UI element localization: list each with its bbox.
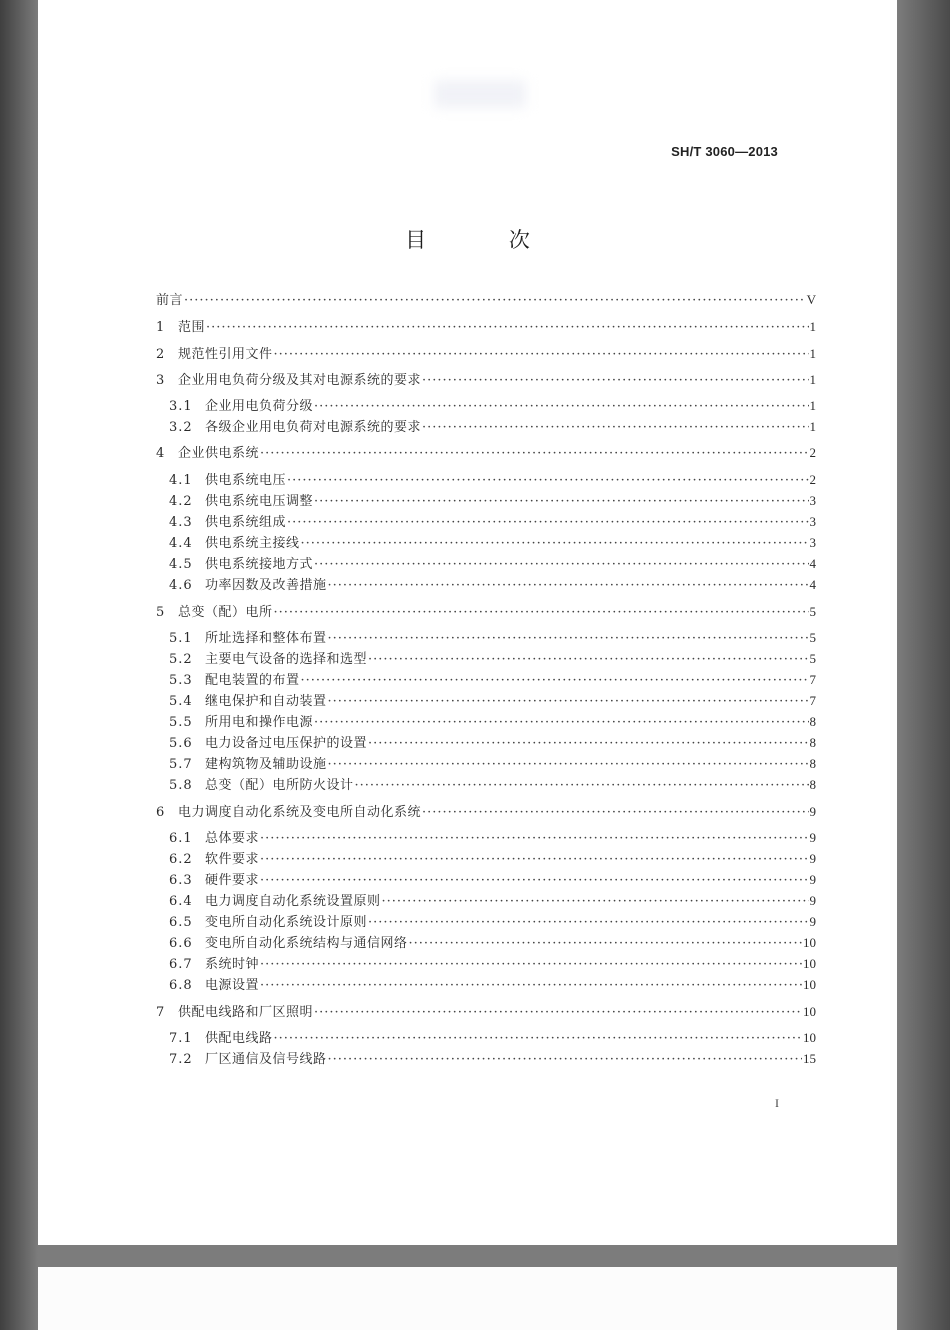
- toc-entry-page: 9: [809, 830, 816, 845]
- toc-entry-page: 1: [809, 319, 816, 334]
- toc-entry-page: 9: [809, 914, 816, 929]
- toc-entry: [169, 576, 816, 594]
- toc-entry: [169, 671, 816, 689]
- toc-entry-number: 5.4: [169, 694, 193, 709]
- toc-dot-leader: [314, 714, 808, 732]
- toc-dot-leader: [422, 804, 808, 822]
- toc-entry-page: 1: [809, 372, 816, 387]
- next-page-edge: [38, 1267, 897, 1330]
- toc-entry-title: 供电系统组成: [205, 515, 287, 530]
- toc-entry-number: 2: [156, 347, 165, 362]
- toc-entry: [156, 444, 816, 462]
- toc-entry-number: 6.8: [169, 978, 193, 993]
- toc-entry: [169, 734, 816, 752]
- toc-entry-number: 3: [156, 373, 165, 388]
- toc-dot-leader: [328, 630, 809, 648]
- toc-entry-page: 3: [809, 514, 816, 529]
- toc-entry-number: 5.2: [169, 652, 193, 667]
- toc-entry: [169, 955, 816, 973]
- toc-entry: [156, 603, 816, 621]
- toc-entry: [169, 934, 816, 952]
- toc-entry: [169, 471, 816, 489]
- toc-entry-page: 5: [809, 604, 816, 619]
- toc-entry-number: 6.2: [169, 852, 193, 867]
- toc-entry-title: 所用电和操作电源: [205, 715, 314, 730]
- toc-dot-leader: [314, 493, 808, 511]
- toc-entry: [169, 692, 816, 710]
- toc-dot-leader: [287, 514, 808, 532]
- toc-dot-leader: [355, 777, 809, 795]
- toc-entry: [156, 291, 816, 309]
- toc-entry: [169, 892, 816, 910]
- toc-entry: [169, 713, 816, 731]
- toc-entry-number: 5.5: [169, 715, 193, 730]
- toc-entry-title: 企业供电系统: [178, 446, 260, 461]
- toc-entry-page: 7: [809, 672, 816, 687]
- toc-entry-number: 6.7: [169, 957, 193, 972]
- toc-entry: [169, 629, 816, 647]
- toc-entry-title: 厂区通信及信号线路: [205, 1052, 327, 1067]
- toc-dot-leader: [422, 419, 808, 437]
- toc-entry-page: 15: [803, 1051, 816, 1066]
- toc-title: 目 次: [405, 228, 568, 252]
- toc-entry-title: 主要电气设备的选择和选型: [205, 652, 368, 667]
- toc-entry-page: 10: [803, 977, 816, 992]
- toc-entry-title: 电力调度自动化系统及变电所自动化系统: [178, 805, 422, 820]
- toc-entry: [169, 1029, 816, 1047]
- toc-entry: [169, 534, 816, 552]
- toc-entry-number: 4.3: [169, 515, 193, 530]
- toc-dot-leader: [328, 756, 809, 774]
- table-of-contents: [38, 0, 897, 1100]
- toc-entry: [169, 776, 816, 794]
- toc-entry-title: 范围: [178, 320, 206, 335]
- toc-entry-page: 9: [809, 804, 816, 819]
- toc-entry-page: 8: [809, 735, 816, 750]
- toc-entry: [169, 871, 816, 889]
- toc-dot-leader: [328, 577, 809, 595]
- toc-entry: [169, 555, 816, 573]
- toc-entry-title: 硬件要求: [205, 873, 260, 888]
- toc-dot-leader: [274, 1030, 802, 1048]
- toc-entry-page: 4: [809, 577, 816, 592]
- toc-entry-page: 9: [809, 893, 816, 908]
- toc-entry-page: 2: [809, 472, 816, 487]
- toc-entry-page: 5: [809, 651, 816, 666]
- toc-entry-page: 10: [803, 1004, 816, 1019]
- toc-entry-title: 供配电线路: [205, 1031, 273, 1046]
- toc-entry-number: 3.1: [169, 399, 193, 414]
- toc-entry-title: 变电所自动化系统设计原则: [205, 915, 368, 930]
- standard-code: SH/T 3060—2013: [671, 144, 778, 159]
- toc-entry-title: 供配电线路和厂区照明: [178, 1005, 314, 1020]
- toc-dot-leader: [382, 893, 809, 911]
- toc-entry-title: 所址选择和整体布置: [205, 631, 327, 646]
- toc-entry-page: 10: [803, 956, 816, 971]
- toc-entry-number: 4.2: [169, 494, 193, 509]
- toc-dot-leader: [260, 956, 802, 974]
- toc-entry-title: 供电系统电压调整: [205, 494, 314, 509]
- toc-entry-title: 软件要求: [205, 852, 260, 867]
- toc-entry-number: 1: [156, 320, 165, 335]
- toc-entry: [156, 803, 816, 821]
- toc-entry-title: 配电装置的布置: [205, 673, 300, 688]
- toc-entry: [169, 755, 816, 773]
- toc-entry-number: 5.7: [169, 757, 193, 772]
- toc-dot-leader: [422, 372, 808, 390]
- toc-entry-page: 1: [809, 419, 816, 434]
- toc-entry-page: 8: [809, 756, 816, 771]
- toc-entry: [169, 829, 816, 847]
- toc-entry-title: 总体要求: [205, 831, 260, 846]
- toc-dot-leader: [368, 735, 808, 753]
- page-number: I: [775, 1096, 779, 1110]
- toc-entry: [169, 418, 816, 436]
- toc-entry-page: 9: [809, 872, 816, 887]
- toc-dot-leader: [314, 398, 808, 416]
- toc-dot-leader: [314, 1004, 802, 1022]
- toc-entry-page: 9: [809, 851, 816, 866]
- toc-dot-leader: [260, 851, 808, 869]
- toc-entry-title: 企业用电负荷分级: [205, 399, 314, 414]
- toc-entry-page: 2: [809, 445, 816, 460]
- toc-entry-number: 6.5: [169, 915, 193, 930]
- toc-entry: [169, 650, 816, 668]
- toc-entry-title: 供电系统电压: [205, 473, 287, 488]
- toc-entry-title: 变电所自动化系统结构与通信网络: [205, 936, 408, 951]
- toc-entry-title: 各级企业用电负荷对电源系统的要求: [205, 420, 422, 435]
- toc-entry-number: 5.3: [169, 673, 193, 688]
- toc-entry-title: 电源设置: [205, 978, 260, 993]
- toc-entry-number: 3.2: [169, 420, 193, 435]
- toc-entry-page: 8: [809, 714, 816, 729]
- toc-entry-number: 5: [156, 605, 165, 620]
- toc-dot-leader: [409, 935, 802, 953]
- toc-entry-page: 3: [809, 535, 816, 550]
- toc-entry-page: 3: [809, 493, 816, 508]
- toc-entry-title: 总变（配）电所: [178, 605, 273, 620]
- toc-entry-number: 5.6: [169, 736, 193, 751]
- toc-entry-title: 电力设备过电压保护的设置: [205, 736, 368, 751]
- toc-entry: [169, 913, 816, 931]
- toc-entry-number: 6.4: [169, 894, 193, 909]
- toc-entry-page: 7: [809, 693, 816, 708]
- toc-dot-leader: [260, 977, 802, 995]
- toc-dot-leader: [287, 472, 808, 490]
- toc-entry-title: 继电保护和自动装置: [205, 694, 327, 709]
- toc-dot-leader: [184, 292, 806, 310]
- toc-entry-page: 8: [809, 777, 816, 792]
- toc-entry-number: 6.1: [169, 831, 193, 846]
- toc-entry: [169, 1050, 816, 1068]
- toc-entry-title: 系统时钟: [205, 957, 260, 972]
- toc-entry-page: 1: [809, 346, 816, 361]
- toc-entry-page: 1: [809, 398, 816, 413]
- toc-entry: [169, 850, 816, 868]
- toc-dot-leader: [260, 830, 808, 848]
- toc-entry: [169, 976, 816, 994]
- toc-dot-leader: [274, 346, 809, 364]
- toc-entry-title: 功率因数及改善措施: [205, 578, 327, 593]
- toc-entry-page: 5: [809, 630, 816, 645]
- toc-dot-leader: [206, 319, 808, 337]
- toc-dot-leader: [260, 872, 808, 890]
- toc-entry-number: 5.1: [169, 631, 193, 646]
- toc-entry-page: 10: [803, 1030, 816, 1045]
- toc-entry-title: 供电系统接地方式: [205, 557, 314, 572]
- toc-entry-title: 电力调度自动化系统设置原则: [205, 894, 381, 909]
- toc-dot-leader: [301, 535, 809, 553]
- toc-entry: [169, 397, 816, 415]
- toc-entry: [156, 345, 816, 363]
- toc-entry-number: 6.6: [169, 936, 193, 951]
- toc-entry: [156, 318, 816, 336]
- toc-entry-number: 4: [156, 446, 165, 461]
- toc-entry: [169, 492, 816, 510]
- toc-entry-title: 企业用电负荷分级及其对电源系统的要求: [178, 373, 422, 388]
- toc-entry-number: 7.2: [169, 1052, 193, 1067]
- toc-dot-leader: [368, 914, 808, 932]
- toc-entry-number: 6: [156, 805, 165, 820]
- toc-entry-number: 5.8: [169, 778, 193, 793]
- toc-dot-leader: [314, 556, 808, 574]
- toc-entry-number: 7: [156, 1005, 165, 1020]
- toc-entry-number: 4.4: [169, 536, 193, 551]
- toc-entry-title: 前言: [156, 293, 184, 308]
- toc-entry-page: 10: [803, 935, 816, 950]
- toc-entry-title: 供电系统主接线: [205, 536, 300, 551]
- toc-dot-leader: [368, 651, 808, 669]
- toc-entry-title: 总变（配）电所防火设计: [205, 778, 354, 793]
- toc-entry-number: 4.6: [169, 578, 193, 593]
- toc-entry-title: 规范性引用文件: [178, 347, 273, 362]
- toc-entry-page: V: [806, 292, 816, 307]
- document-page: [38, 0, 897, 1245]
- toc-dot-leader: [260, 445, 808, 463]
- toc-entry-page: 4: [809, 556, 816, 571]
- toc-entry: [169, 513, 816, 531]
- toc-dot-leader: [274, 604, 809, 622]
- toc-entry: [156, 1003, 816, 1021]
- toc-entry-number: 4.1: [169, 473, 193, 488]
- toc-entry-number: 4.5: [169, 557, 193, 572]
- toc-entry-number: 7.1: [169, 1031, 193, 1046]
- toc-entry: [156, 371, 816, 389]
- toc-entry-number: 6.3: [169, 873, 193, 888]
- toc-dot-leader: [328, 1051, 802, 1069]
- toc-dot-leader: [328, 693, 809, 711]
- toc-entry-title: 建构筑物及辅助设施: [205, 757, 327, 772]
- toc-dot-leader: [301, 672, 809, 690]
